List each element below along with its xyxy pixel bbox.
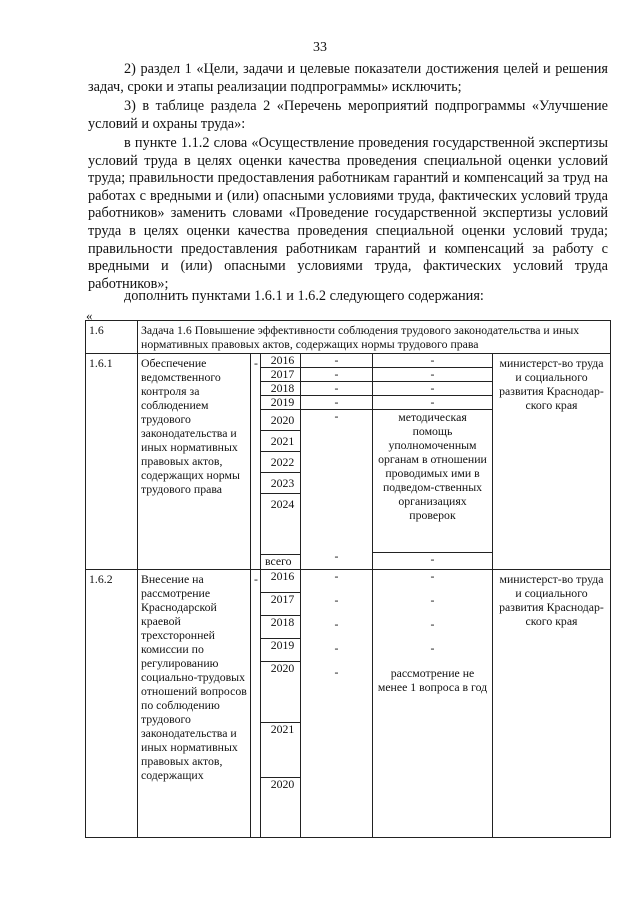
executor: министерст-во труда и социального развития Краснодар-ского края (493, 354, 611, 570)
year-cell: 2016 (261, 570, 300, 593)
result-dash: - (373, 396, 492, 410)
result-dash: - (373, 382, 492, 396)
row-dash: - (251, 354, 261, 570)
paragraph-4: дополнить пунктами 1.6.1 и 1.6.2 следующего содержания: (124, 288, 484, 304)
amount-column (301, 570, 373, 838)
year-cell: 2021 (261, 431, 300, 452)
amount-dash: - (334, 549, 339, 563)
amount-dash: - (334, 665, 339, 679)
amount-dash: - (334, 617, 339, 631)
row-number: 1.6.2 (86, 570, 138, 838)
years-column (261, 570, 301, 838)
year-cell: 2017 (261, 368, 300, 382)
year-cell: 2017 (261, 593, 300, 616)
result-dash: - (373, 552, 492, 566)
row-name: Внесение на рассмотрение Краснодарской краевой трехсторонней комиссии по регулированию социально-трудовых отношений вопросов по соблюдению трудового законодательства и иных нормативных правовых актов, содержащих (138, 570, 251, 838)
total-label: всего (265, 554, 292, 568)
year-cell: 2024 (261, 494, 300, 555)
year-cell: 2019 (261, 396, 300, 410)
measures-table (85, 320, 611, 838)
task-row (86, 321, 611, 354)
amount-dash: - (334, 593, 339, 607)
result-dash: - (430, 569, 435, 583)
row-dash: - (251, 570, 261, 838)
year-cell: 2018 (261, 382, 300, 396)
page-number: 33 (313, 40, 327, 55)
years-column (261, 354, 301, 570)
amount-dash: - (334, 409, 339, 423)
result-dash: - (430, 641, 435, 655)
open-quote: « (86, 308, 93, 323)
row-number: 1.6.1 (86, 354, 138, 570)
year-cell: 2022 (261, 452, 300, 473)
row-name: Обеспечение ведомственного контроля за соблюдением трудового законодательства и иных нормативных правовых актов, содержащих нормы трудового права (138, 354, 251, 570)
result-dash: - (430, 617, 435, 631)
result-column (373, 570, 493, 838)
amount-dash: - (301, 382, 372, 396)
paragraph-1: 2) раздел 1 «Цели, задачи и целевые показатели достижения целей и решения задач, сроки и этапы реализации подпрограммы» исключить; (88, 61, 608, 95)
year-cell: 2021 (261, 723, 300, 778)
result-column (373, 354, 493, 570)
paragraph-2: 3) в таблице раздела 2 «Перечень мероприятий подпрограммы «Улучшение условий и охраны труда»: (88, 98, 608, 132)
year-cell: 2023 (261, 473, 300, 494)
result-dash: - (373, 368, 492, 382)
task-text: Задача 1.6 Повышение эффективности соблюдения трудового законодательства и иных нормативных правовых актов, содержащих нормы трудового права (138, 321, 611, 354)
executor: министерст-во труда и социального развития Краснодар-ского края (493, 570, 611, 838)
table-row (86, 354, 611, 570)
table-row (86, 570, 611, 838)
amount-dash: - (301, 354, 372, 368)
year-cell: 2019 (261, 639, 300, 662)
amount-dash: - (301, 368, 372, 382)
result-text: рассмотрение не менее 1 вопроса в год (377, 666, 488, 694)
year-cell: 2016 (261, 354, 300, 368)
year-cell: 2020 (270, 777, 295, 791)
amount-dash: - (334, 569, 339, 583)
result-dash: - (430, 593, 435, 607)
result-text: методическая помощь уполномоченным органам в отношении проводимых ими в подведом-ственных организациях проверок (378, 410, 487, 522)
amount-dash: - (334, 641, 339, 655)
year-cell: 2020 (261, 410, 300, 431)
paragraph-3: в пункте 1.1.2 слова «Осуществление проведения государственной экспертизы условий труда в целях оценки качества проведения специальной оценки условий труда; правильности предоставления работникам гарантий и компенсаций за труд на работах с вредными и (или) опасными условиями труда, фактических условий труда работников» заменить словами «Проведение государственной экспертизы условий труда в целях оценки качества проведения специальной оценки условий труда; правильности предоставления работникам гарантий и компенсаций за работу с вредными и (или) опасными условиями труда, фактических условий труда работников»; (88, 135, 608, 292)
amount-dash: - (301, 396, 372, 410)
amount-column (301, 354, 373, 570)
year-cell: 2018 (261, 616, 300, 639)
year-cell: 2020 (261, 662, 300, 723)
result-dash: - (373, 354, 492, 368)
task-number: 1.6 (86, 321, 138, 354)
